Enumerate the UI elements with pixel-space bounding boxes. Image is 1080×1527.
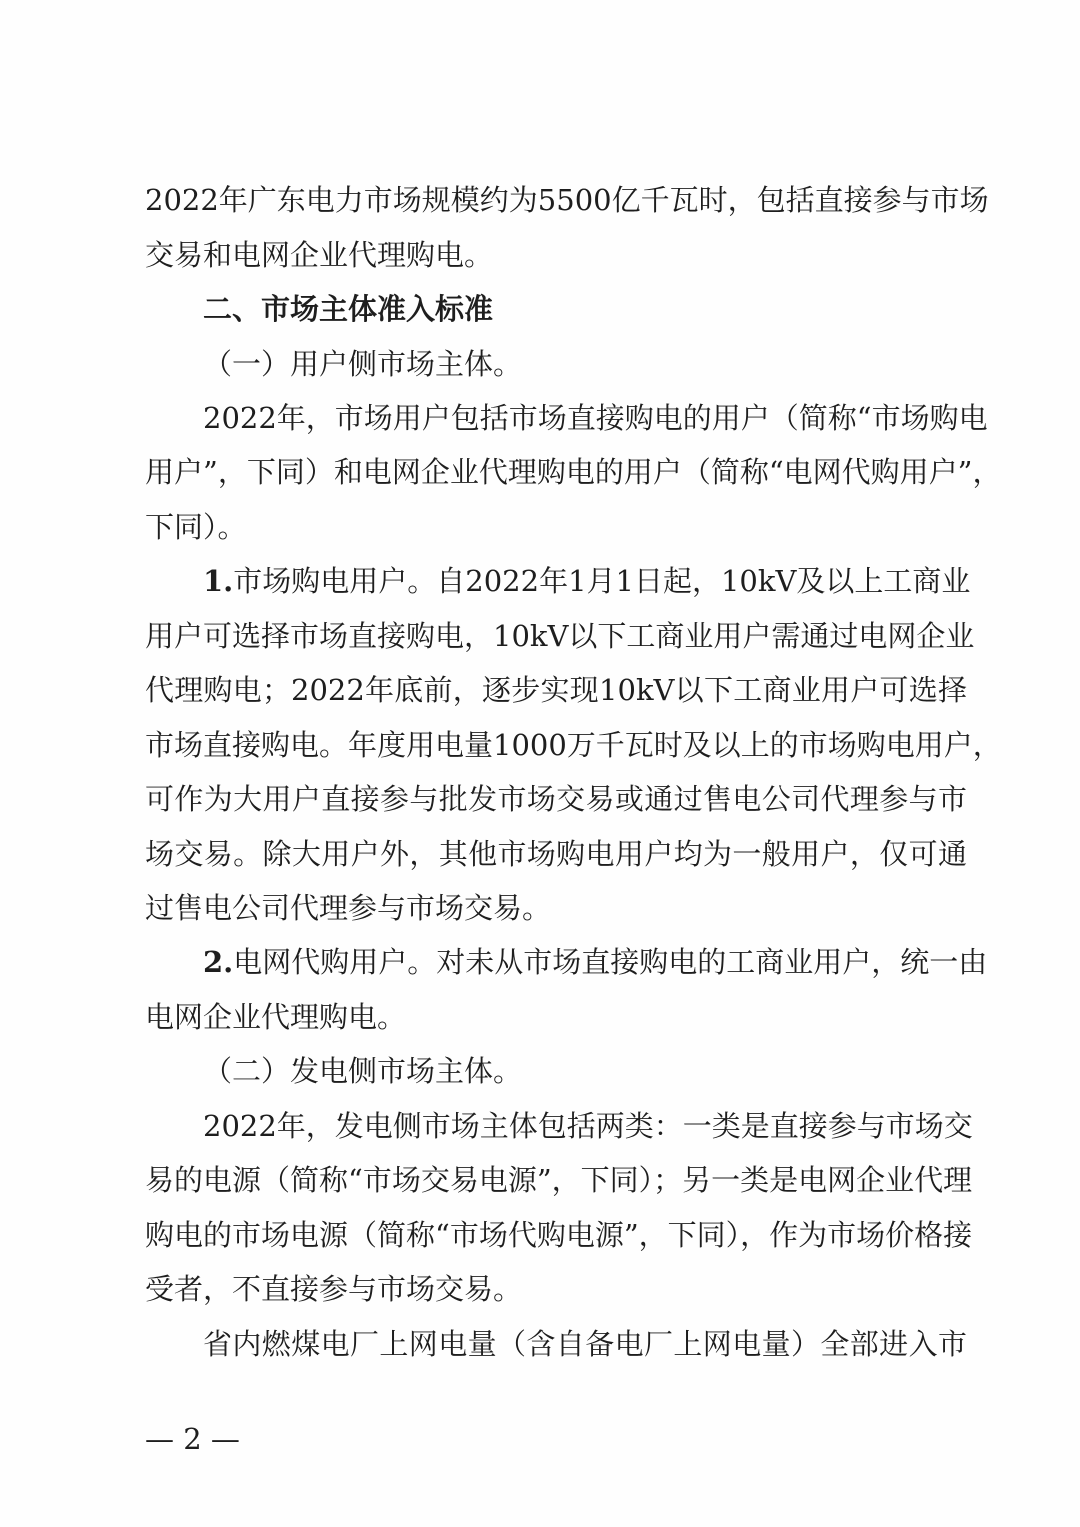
page-number: — 2 — <box>145 1422 240 1456</box>
paragraph-line: 代理购电；2022年底前，逐步实现10kV以下工商业用户可选择 <box>145 673 967 707</box>
paragraph-line: 场交易。除大用户外，其他市场购电用户均为一般用户，仅可通 <box>145 837 967 871</box>
numbered-paragraph-line <box>203 561 971 601</box>
paragraph-line: 用户可选择市场直接购电，10kV以下工商业用户需通过电网企业 <box>145 619 975 653</box>
section-heading: 二、市场主体准入标准 <box>203 292 494 326</box>
paragraph-line: 过售电公司代理参与市场交易。 <box>145 891 552 925</box>
paragraph-line: 2022年，发电侧市场主体包括两类：一类是直接参与市场交 <box>203 1109 973 1143</box>
paragraph-line: 购电的市场电源（简称“市场代购电源”，下同），作为市场价格接 <box>145 1218 973 1252</box>
subsection-heading: （二）发电侧市场主体。 <box>203 1054 523 1088</box>
paragraph-text: 市场购电用户。自2022年1月1日起，10kV及以上工商业 <box>233 564 971 598</box>
numbered-paragraph-line <box>203 942 988 982</box>
item-number: 2. <box>203 945 234 979</box>
paragraph-line: 易的电源（简称“市场交易电源”，下同）；另一类是电网企业代理 <box>145 1163 973 1197</box>
paragraph-line: 电网企业代理购电。 <box>145 1000 407 1034</box>
paragraph-line: 省内燃煤电厂上网电量（含自备电厂上网电量）全部进入市 <box>203 1327 967 1361</box>
paragraph-line: 2022年，市场用户包括市场直接购电的用户（简称“市场购电 <box>203 401 988 435</box>
item-number: 1. <box>203 564 234 598</box>
paragraph-line: 用户”，下同）和电网企业代理购电的用户（简称“电网代购用户”， <box>145 455 1002 489</box>
paragraph-line: 可作为大用户直接参与批发市场交易或通过售电公司代理参与市 <box>145 782 967 816</box>
paragraph-line: 交易和电网企业代理购电。 <box>145 238 494 272</box>
paragraph-line: 2022年广东电力市场规模约为5500亿千瓦时，包括直接参与市场 <box>145 183 989 217</box>
paragraph-line: 受者，不直接参与市场交易。 <box>145 1272 523 1306</box>
paragraph-line: 市场直接购电。年度用电量1000万千瓦时及以上的市场购电用户， <box>145 728 1002 762</box>
paragraph-line: 下同）。 <box>145 510 247 544</box>
subsection-heading: （一）用户侧市场主体。 <box>203 347 523 381</box>
paragraph-text: 电网代购用户。对未从市场直接购电的工商业用户，统一由 <box>233 945 988 979</box>
